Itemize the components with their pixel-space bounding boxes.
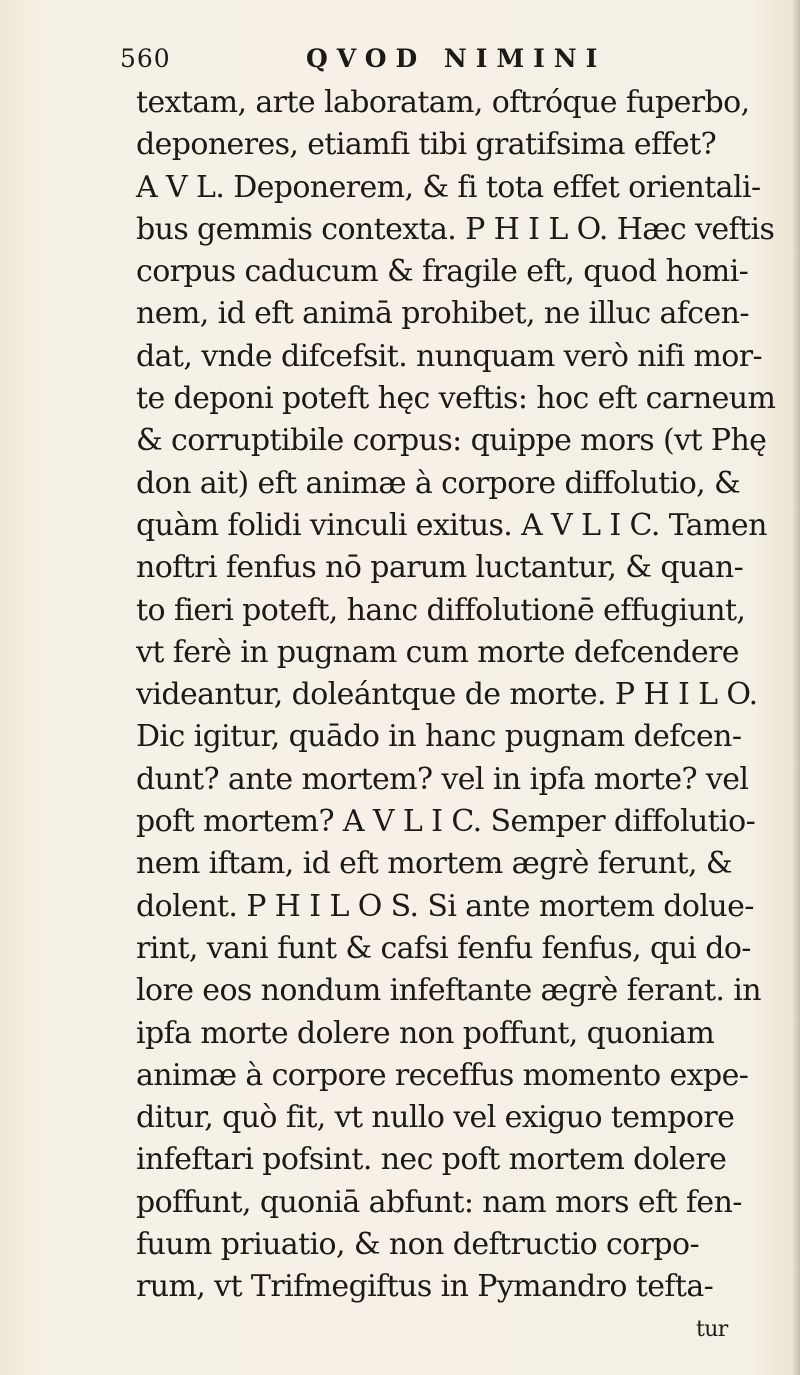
text-line: vt ferè in pugnam cum morte defcendere: [136, 634, 739, 670]
text-line: & corruptibile corpus: quippe mors (vt Phę: [136, 423, 767, 459]
text-line: dunt? ante mortem? vel in ipfa morte? vel: [136, 761, 749, 797]
text-line: nem iftam, id eft mortem ægrè ferunt, &: [136, 846, 732, 882]
running-title: QVOD NIMINI: [306, 44, 607, 73]
page-number: 560: [120, 44, 171, 73]
text-line: fuum priuatio, & non deftructio corpo-: [136, 1227, 699, 1263]
text-line: deponeres, etiamfi tibi gratifsima effet?: [136, 127, 717, 163]
text-line: dolent. P H I L O S. Si ante mortem dolue-: [136, 888, 754, 924]
text-block: [136, 82, 786, 1351]
text-line: nem, id eft animā prohibet, ne illuc afcen-: [136, 296, 749, 332]
text-line: te deponi poteft hęc veftis: hoc eft carneum: [136, 381, 776, 417]
text-line: corpus caducum & fragile eft, quod homi-: [136, 254, 749, 290]
text-line: A V L. Deponerem, & fi tota effet orientali-: [136, 169, 761, 205]
text-line: videantur, doleántque de morte. P H I L O.: [136, 677, 758, 713]
text-line: don ait) eft animæ à corpore diffolutio, &: [136, 465, 741, 501]
text-line: poft mortem? A V L I C. Semper diffolutio-: [136, 804, 756, 840]
text-line: rum, vt Trifmegiftus in Pymandro tefta-: [136, 1269, 714, 1305]
catchword: tur: [696, 1316, 728, 1342]
text-line: rint, vani funt & cafsi fenfu fenfus, qui do-: [136, 930, 751, 966]
text-line: poffunt, quoniā abfunt: nam mors eft fen-: [136, 1184, 742, 1220]
text-line: dat, vnde difcefsit. nunquam verò nifi mor-: [136, 338, 762, 374]
page-header: [118, 34, 678, 82]
text-line: to fieri poteft, hanc diffolutionē effugiunt,: [136, 592, 746, 628]
page-edge-shadow: [792, 0, 800, 1375]
text-line: textam, arte laboratam, oftróque fuperbo,: [136, 85, 750, 120]
text-line: noftri fenfus nō parum luctantur, & quan-: [136, 550, 744, 586]
text-line: lore eos nondum infeftante ægrè ferant. in: [136, 973, 762, 1009]
text-line: bus gemmis contexta. P H I L O. Hæc veftis: [136, 211, 775, 247]
text-line: ditur, quò fit, vt nullo vel exiguo tempore: [136, 1100, 735, 1136]
text-line: infeftari pofsint. nec poft mortem dolere: [136, 1142, 727, 1178]
text-line: Dic igitur, quādo in hanc pugnam defcen-: [136, 719, 742, 755]
text-line: quàm folidi vinculi exitus. A V L I C. Tamen: [136, 507, 767, 543]
text-line: animæ à corpore receffus momento expe-: [136, 1057, 749, 1093]
text-line: ipfa morte dolere non poffunt, quoniam: [136, 1015, 715, 1051]
